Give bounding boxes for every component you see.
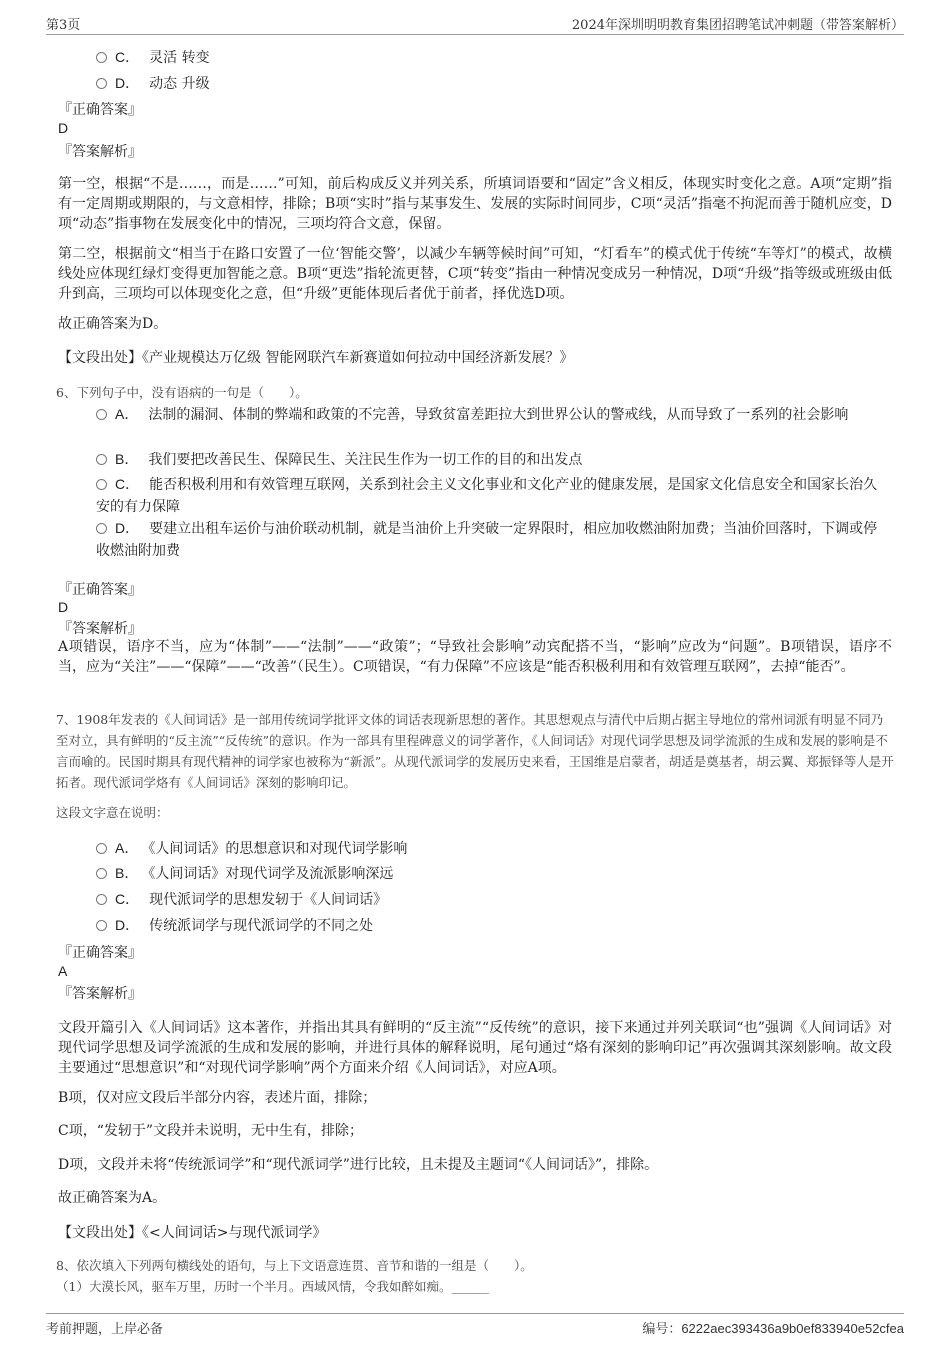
q5-analysis-label: 『答案解析』 [58, 144, 142, 160]
q7-option-d[interactable]: D． 传统派词学与现代派词学的不同之处 [96, 914, 886, 937]
q7-analysis-paragraph-1: 文段开篇引入《人间词话》这本著作，并指出其具有鲜明的“反主流”“反传统”的意识，接下来通过并列关联词“也”强调《人间词话》对现代词学思想及词学流派的生成和发展的影响，并进行具体的解释说明，尾句通过“烙有深刻的影响印记”再次强调其深刻影响。故文段主要通过“思想意识”和“对现代词学影响”两个方面来介绍《人间词话》，对应A项。 [58, 1020, 892, 1076]
q6-option-a[interactable]: A． 法制的漏洞、体制的弊端和政策的不完善，导致贫富差距拉大到世界公认的警戒线，从而导致了一系列的社会影响 [96, 403, 886, 426]
page-header [46, 12, 904, 35]
radio-icon[interactable] [96, 78, 107, 89]
q7-passage: 7、1908年发表的《人间词话》是一部用传统词学批评文体的词话表现新思想的著作。其思想观点与清代中后期占据主导地位的常州词派有明显不同乃至对立，具有鲜明的“反主流”“反传统”的意识。作为一部具有里程碑意义的词学著作，《人间词话》对现代词学思想及词学流派的生成和发展的影响是不言而喻的。民国时期具有现代精神的词学家也被称为“新派”。从现代派词学的发展历史来看，王国维是启蒙者，胡适是奠基者，胡云翼、郑振铎等人是开拓者。现代派词学烙有《人间词话》深刻的影响印记。 [56, 712, 894, 790]
q7-analysis-label: 『答案解析』 [58, 986, 142, 1002]
q6-question: 6、下列句子中，没有语病的一句是（ ）。 [56, 385, 308, 400]
q6-answer: D [58, 599, 69, 615]
q5-answer-label: 『正确答案』 [58, 102, 142, 118]
document-title: 2024年深圳明明教育集团招聘笔试冲刺题（带答案解析） [571, 18, 904, 33]
q5-source: 【文段出处】《产业规模达万亿级 智能网联汽车新赛道如何拉动中国经济新发展？》 [58, 350, 574, 366]
q7-option-b[interactable]: B． 《人间词话》对现代词学及流派影响深远 [96, 862, 886, 885]
q6-analysis-label: 『答案解析』 [58, 621, 142, 637]
footer-code-value: 6222aec393436a9b0ef833940e52cfea [681, 1321, 904, 1336]
footer-code-label: 编号： [642, 1322, 682, 1337]
q5-analysis-paragraph-1: 第一空，根据“不是……，而是……”可知，前后构成反义并列关系，所填词语要和“固定”含义相反，体现实时变化之意。A项“定期”指有一定周期或期限的，与文意相悖，排除；B项“实时”指与某事发生、发展的实际时间同步，C项“灵活”指毫不拘泥而善于随机应变，D项“动态”指事物在发展变化中的情况，三项均符合文意，保留。 [58, 176, 892, 232]
radio-icon[interactable] [96, 454, 107, 465]
footer-slogan: 考前押题，上岸必备 [46, 1322, 164, 1337]
q6-option-c[interactable]: C． 能否积极利用和有效管理互联网，关系到社会主义文化事业和文化产业的健康发展，是国家文化信息安全和国家长治久安的有力保障 [96, 476, 878, 515]
q6-answer-label: 『正确答案』 [58, 582, 142, 598]
radio-icon[interactable] [96, 868, 107, 879]
radio-icon[interactable] [96, 409, 107, 420]
radio-icon[interactable] [96, 523, 107, 534]
q5-answer: D [58, 120, 69, 136]
q8-line-1: （1）大漠长风，驱车万里，历时一个半月。西域风情，令我如醉如痴。______ [56, 1279, 489, 1294]
q7-prompt: 这段文字意在说明： [56, 805, 169, 820]
q7-analysis-b: B项，仅对应文段后半部分内容，表述片面，排除； [58, 1090, 377, 1106]
q7-source: 【文段出处】《<人间词话>与现代派词学》 [58, 1225, 327, 1241]
page-number: 第3页 [46, 18, 81, 33]
radio-icon[interactable] [96, 843, 107, 854]
q5-analysis-conclusion: 故正确答案为D。 [58, 316, 168, 332]
q5-option-d[interactable]: D． 动态 升级 [96, 72, 886, 95]
radio-icon[interactable] [96, 920, 107, 931]
q7-analysis-c: C项，“发轫于”文段并未说明，无中生有，排除； [58, 1123, 364, 1139]
q6-analysis: A项错误，语序不当，应为“体制”——“法制”——“政策”；“导致社会影响”动宾配搭不当，“影响”应改为“问题”。B项错误，语序不当，应为“关注”——“保障”——“改善”（民生）。C项错误，“有力保障”不应该是“能否积极利用和有效管理互联网”，去掉“能否”。 [58, 639, 892, 675]
q7-answer-label: 『正确答案』 [58, 945, 142, 961]
q7-option-c[interactable]: C． 现代派词学的思想发轫于《人间词话》 [96, 888, 886, 911]
radio-icon[interactable] [96, 894, 107, 905]
radio-icon[interactable] [96, 479, 107, 490]
q6-option-b[interactable]: B． 我们要把改善民生、保障民生、关注民生作为一切工作的目的和出发点 [96, 448, 886, 471]
q5-analysis-paragraph-2: 第二空，根据前文“相当于在路口安置了一位‘智能交警’，以减少车辆等候时间”可知，“灯看车”的模式优于传统“车等灯”的模式，故横线处应体现红绿灯变得更加智能之意。B项“更迭”指轮流更替，C项“转变”指由一种情况变成另一种情况，D项“升级”指等级或班级由低升到高，三项均可以体现变化之意，但“升级”更能体现后者优于前者，择优选D项。 [58, 246, 892, 302]
q7-analysis-d: D项，文段并未将“传统派词学”和“现代派词学”进行比较，且未提及主题词“《人间词话》”，排除。 [58, 1157, 659, 1173]
q7-option-a[interactable]: A． 《人间词话》的思想意识和对现代词学影响 [96, 837, 886, 860]
q7-answer: A [58, 963, 68, 979]
footer-code [642, 1318, 904, 1337]
q7-analysis-conclusion: 故正确答案为A。 [58, 1190, 167, 1206]
page-footer [46, 1313, 904, 1338]
q5-option-c[interactable]: C． 灵活 转变 [96, 46, 886, 69]
radio-icon[interactable] [96, 52, 107, 63]
q6-option-d[interactable]: D． 要建立出租车运价与油价联动机制，就是当油价上升突破一定界限时，相应加收燃油附加费；当油价回落时，下调或停收燃油附加费 [96, 520, 878, 559]
q8-question: 8、依次填入下列两句横线处的语句，与上下文语意连贯、音节和谐的一组是（ ）。 [56, 1258, 533, 1273]
